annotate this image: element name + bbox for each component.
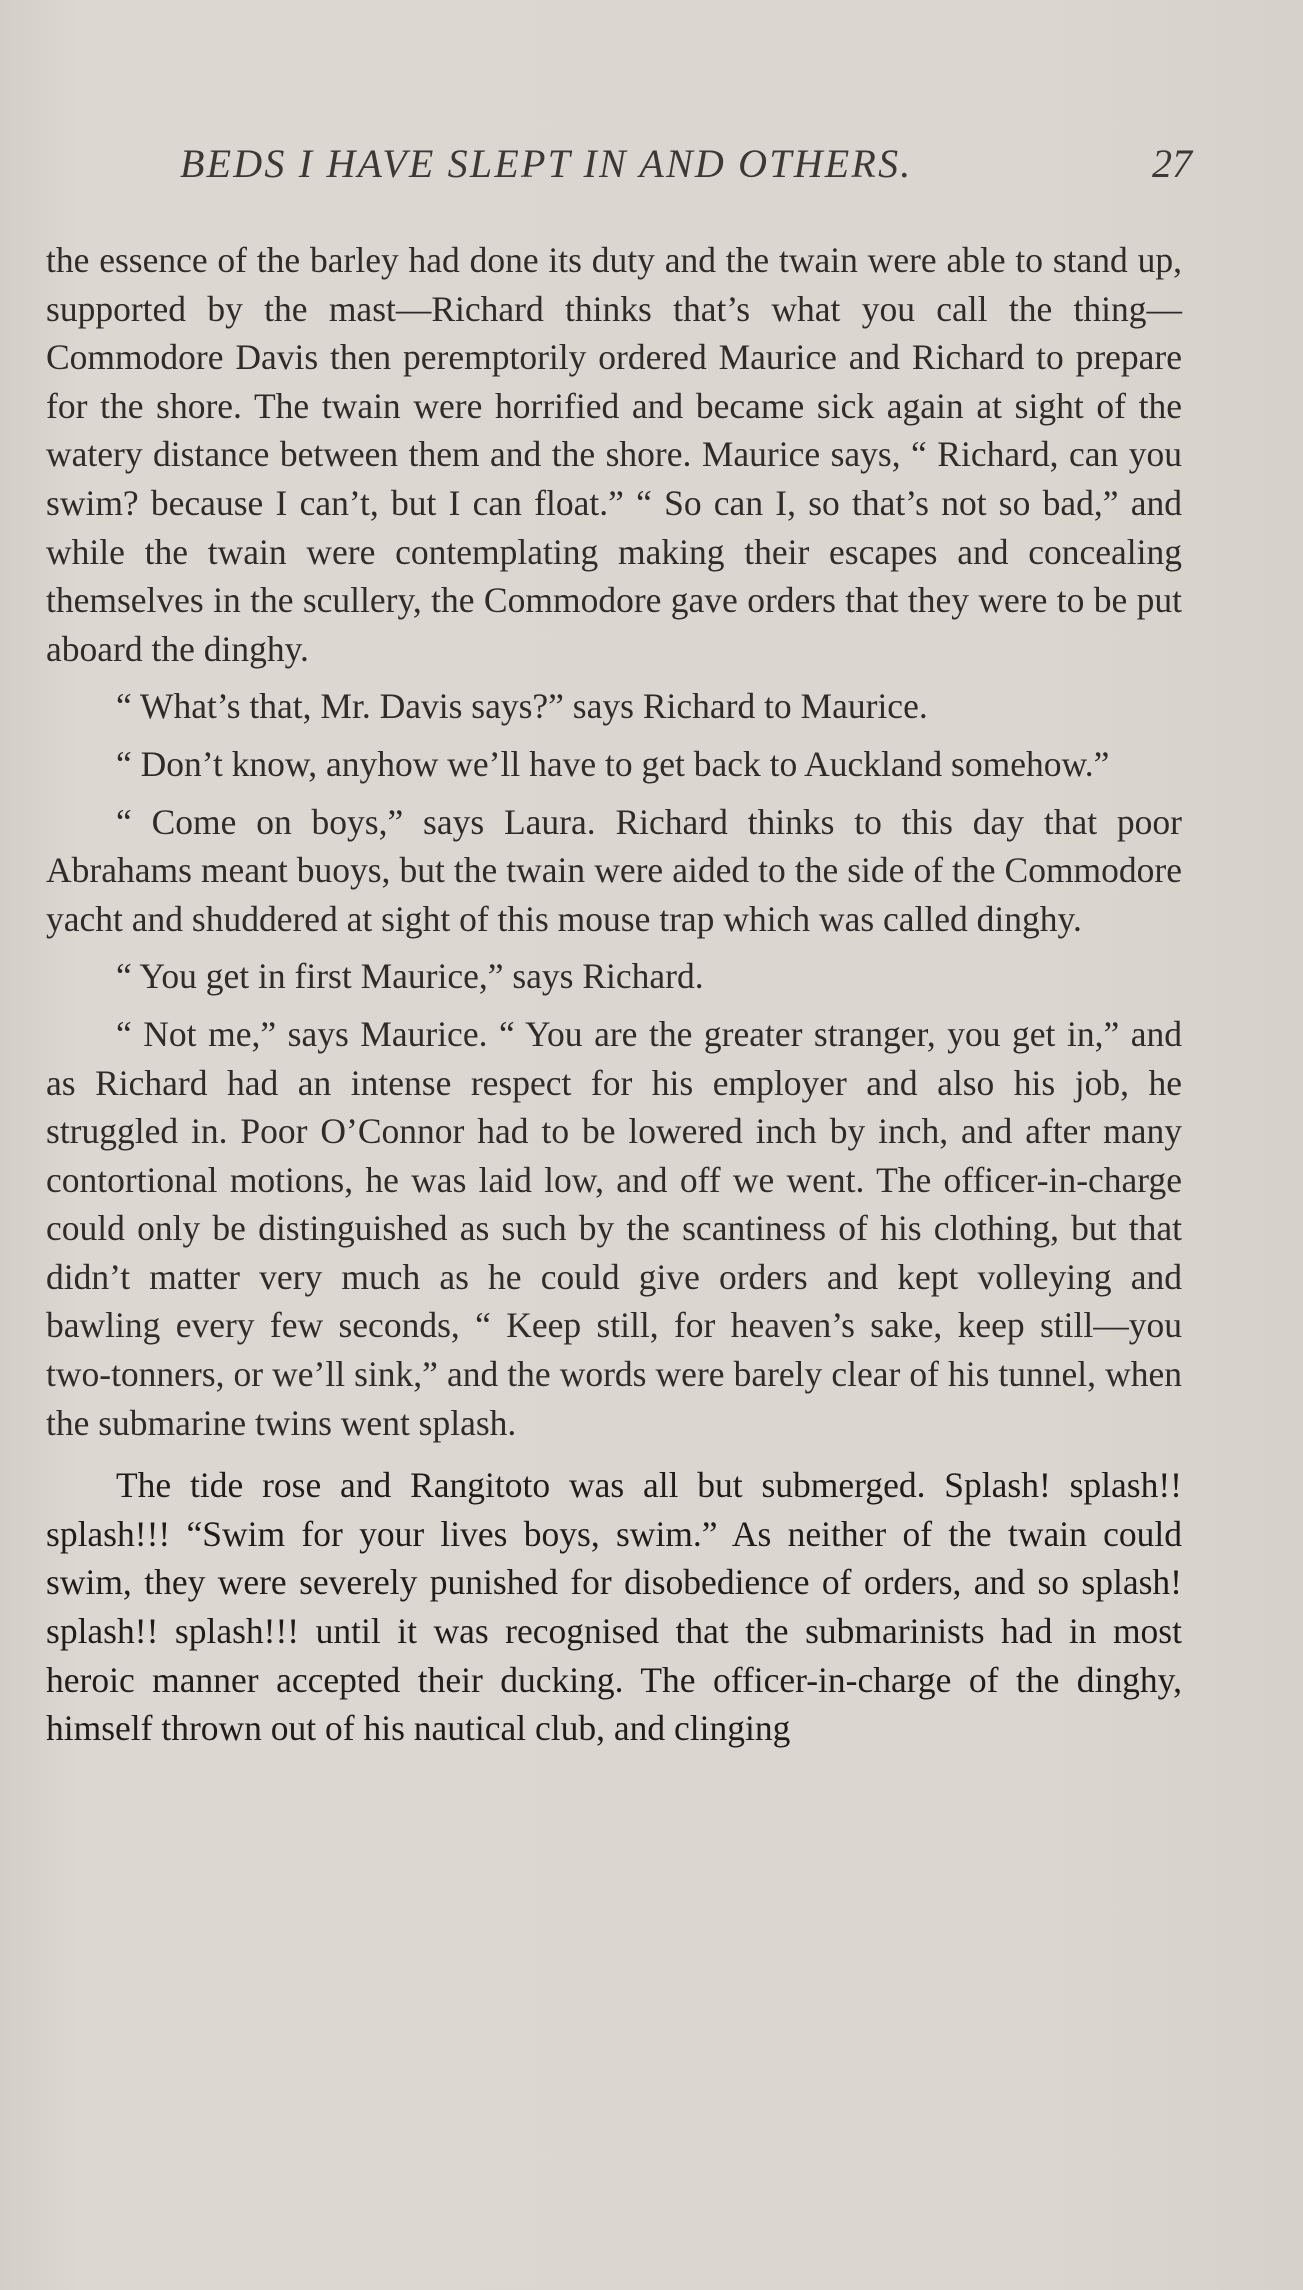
body-text	[46, 236, 1182, 1762]
running-title: BEDS I HAVE SLEPT IN AND OTHERS.	[180, 141, 913, 186]
paragraph: “ Come on boys,” says Laura. Richard thinks to this day that poor Abrahams meant buoys, but the twain were aided to the side of the Commodore yacht and shuddered at sight of this mouse trap which was called dinghy.	[46, 801, 1182, 939]
page-number: 27	[1152, 141, 1192, 186]
paragraph: The tide rose and Rangitoto was all but submerged. Splash! splash!! splash!!! “Swim for your lives boys, swim.” As neither of the twain could swim, they were severely punished for disobedience of orders, and so splash! splash!! splash!!! until it was recognised that the submarinists had in most heroic manner accepted their ducking. The officer-in-charge of the dinghy, himself thrown out of his nautical club, and clinging	[46, 1465, 1182, 1749]
paragraph-continuation: the essence of the barley had done its duty and the twain were able to stand up, supported by the mast—Richard thinks that’s what you call the thing—Commodore Davis then peremptorily ordered Maurice and Richard to prepare for the shore. The twain were horrified and became sick again at sight of the watery distance between them and the shore. Maurice says, “ Richard, can you swim? because I can’t, but I can float.” “ So can I, so that’s not so bad,” and while the twain were contemplating making their escapes and concealing themselves in the scullery, the Commodore gave orders that they were to be put aboard the dinghy.	[46, 240, 1182, 669]
paragraph: “ What’s that, Mr. Davis says?” says Richard to Maurice.	[116, 686, 928, 727]
paragraph: “ Don’t know, anyhow we’ll have to get back to Auckland somehow.”	[116, 743, 1110, 784]
paragraph: “ Not me,” says Maurice. “ You are the greater stranger, you get in,” and as Richard had an intense respect for his employer and also his job, he struggled in. Poor O’Connor had to be lowered inch by inch, and after many contortional motions, he was laid low, and off we went. The officer-in-charge could only be distinguished as such by the scantiness of his clothing, but that didn’t matter very much as he could give orders and kept volleying and bawling every few seconds, “ Keep still, for heaven’s sake, keep still—you two-tonners, or we’ll sink,” and the words were barely clear of his tunnel, when the submarine twins went splash.	[46, 1013, 1182, 1443]
paragraph: “ You get in first Maurice,” says Richard.	[116, 956, 704, 997]
running-head	[180, 140, 1192, 200]
